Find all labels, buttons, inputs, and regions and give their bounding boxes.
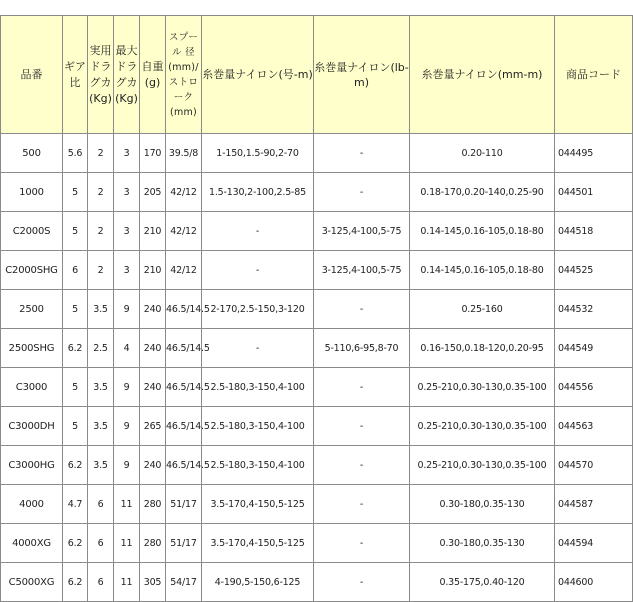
- cell-spool: 46.5/14.5: [166, 407, 202, 446]
- cell-nylon-lb: -: [314, 563, 410, 602]
- cell-code: 044594: [555, 524, 633, 563]
- cell-weight: 280: [140, 524, 166, 563]
- cell-max-drag: 3: [114, 251, 140, 290]
- table-row: [1, 368, 633, 407]
- cell-weight: 240: [140, 290, 166, 329]
- cell-gear-ratio: 5: [63, 212, 88, 251]
- cell-weight: 210: [140, 212, 166, 251]
- cell-spool: 46.5/14.5: [166, 368, 202, 407]
- header-gear-ratio: ギア比: [63, 16, 88, 134]
- cell-max-drag: 3: [114, 212, 140, 251]
- cell-practical-drag: 2: [88, 251, 114, 290]
- table-row: [1, 290, 633, 329]
- cell-nylon-lb: -: [314, 446, 410, 485]
- cell-nylon-go: 2.5-180,3-150,4-100: [202, 368, 314, 407]
- header-nylon-lb: 糸巻量ナイロン(lb-m): [314, 16, 410, 134]
- cell-practical-drag: 2: [88, 173, 114, 212]
- cell-nylon-go: 4-190,5-150,6-125: [202, 563, 314, 602]
- cell-nylon-go: 3.5-170,4-150,5-125: [202, 524, 314, 563]
- cell-nylon-go: 1-150,1.5-90,2-70: [202, 134, 314, 173]
- cell-practical-drag: 6: [88, 485, 114, 524]
- cell-spool: 42/12: [166, 212, 202, 251]
- reel-spec-table: [0, 15, 633, 602]
- header-row: [1, 16, 633, 134]
- cell-practical-drag: 6: [88, 524, 114, 563]
- cell-weight: 280: [140, 485, 166, 524]
- cell-gear-ratio: 5: [63, 290, 88, 329]
- cell-nylon-mm: 0.14-145,0.16-105,0.18-80: [410, 251, 555, 290]
- cell-code: 044600: [555, 563, 633, 602]
- cell-nylon-mm: 0.35-175,0.40-120: [410, 563, 555, 602]
- header-weight: 自重(g): [140, 16, 166, 134]
- cell-nylon-mm: 0.18-170,0.20-140,0.25-90: [410, 173, 555, 212]
- cell-max-drag: 3: [114, 173, 140, 212]
- cell-nylon-lb: 5-110,6-95,8-70: [314, 329, 410, 368]
- cell-code: 044549: [555, 329, 633, 368]
- cell-spool: 39.5/8: [166, 134, 202, 173]
- cell-max-drag: 9: [114, 290, 140, 329]
- cell-model: C5000XG: [1, 563, 63, 602]
- cell-gear-ratio: 5: [63, 173, 88, 212]
- cell-nylon-mm: 0.14-145,0.16-105,0.18-80: [410, 212, 555, 251]
- cell-code: 044518: [555, 212, 633, 251]
- cell-weight: 240: [140, 368, 166, 407]
- cell-practical-drag: 6: [88, 563, 114, 602]
- cell-nylon-mm: 0.25-210,0.30-130,0.35-100: [410, 368, 555, 407]
- table-body: [1, 134, 633, 602]
- cell-model: C2000SHG: [1, 251, 63, 290]
- cell-weight: 205: [140, 173, 166, 212]
- cell-code: 044563: [555, 407, 633, 446]
- cell-nylon-go: 2-170,2.5-150,3-120: [202, 290, 314, 329]
- cell-code: 044570: [555, 446, 633, 485]
- cell-model: C3000DH: [1, 407, 63, 446]
- table-row: [1, 173, 633, 212]
- table-row: [1, 524, 633, 563]
- cell-nylon-lb: -: [314, 173, 410, 212]
- cell-gear-ratio: 5.6: [63, 134, 88, 173]
- cell-weight: 210: [140, 251, 166, 290]
- cell-nylon-go: -: [202, 212, 314, 251]
- cell-nylon-go: -: [202, 329, 314, 368]
- cell-code: 044556: [555, 368, 633, 407]
- cell-model: 500: [1, 134, 63, 173]
- cell-spool: 42/12: [166, 251, 202, 290]
- cell-practical-drag: 3.5: [88, 290, 114, 329]
- cell-spool: 46.5/14.5: [166, 446, 202, 485]
- header-model: 品番: [1, 16, 63, 134]
- cell-code: 044495: [555, 134, 633, 173]
- header-spool: スプール 径(mm)/ストローク(mm): [166, 16, 202, 134]
- cell-model: C2000S: [1, 212, 63, 251]
- cell-weight: 170: [140, 134, 166, 173]
- cell-nylon-mm: 0.30-180,0.35-130: [410, 524, 555, 563]
- cell-max-drag: 9: [114, 446, 140, 485]
- cell-weight: 240: [140, 446, 166, 485]
- table-row: [1, 446, 633, 485]
- cell-nylon-go: 1.5-130,2-100,2.5-85: [202, 173, 314, 212]
- cell-nylon-go: -: [202, 251, 314, 290]
- cell-code: 044501: [555, 173, 633, 212]
- cell-max-drag: 11: [114, 524, 140, 563]
- cell-spool: 46.5/14.5: [166, 329, 202, 368]
- cell-nylon-mm: 0.25-210,0.30-130,0.35-100: [410, 407, 555, 446]
- cell-weight: 265: [140, 407, 166, 446]
- cell-gear-ratio: 5: [63, 407, 88, 446]
- cell-nylon-lb: 3-125,4-100,5-75: [314, 251, 410, 290]
- cell-model: C3000: [1, 368, 63, 407]
- cell-max-drag: 11: [114, 485, 140, 524]
- cell-model: 2500: [1, 290, 63, 329]
- cell-max-drag: 11: [114, 563, 140, 602]
- table-row: [1, 251, 633, 290]
- cell-model: 2500SHG: [1, 329, 63, 368]
- cell-nylon-lb: -: [314, 485, 410, 524]
- cell-weight: 305: [140, 563, 166, 602]
- header-nylon-mm: 糸巻量ナイロン(mm-m): [410, 16, 555, 134]
- cell-spool: 42/12: [166, 173, 202, 212]
- cell-model: C3000HG: [1, 446, 63, 485]
- cell-practical-drag: 3.5: [88, 407, 114, 446]
- cell-practical-drag: 3.5: [88, 368, 114, 407]
- cell-spool: 51/17: [166, 524, 202, 563]
- cell-nylon-go: 2.5-180,3-150,4-100: [202, 407, 314, 446]
- cell-max-drag: 9: [114, 407, 140, 446]
- cell-nylon-mm: 0.25-210,0.30-130,0.35-100: [410, 446, 555, 485]
- cell-code: 044587: [555, 485, 633, 524]
- cell-spool: 51/17: [166, 485, 202, 524]
- cell-nylon-mm: 0.30-180,0.35-130: [410, 485, 555, 524]
- cell-nylon-mm: 0.20-110: [410, 134, 555, 173]
- header-code: 商品コード: [555, 16, 633, 134]
- table-row: [1, 134, 633, 173]
- cell-model: 1000: [1, 173, 63, 212]
- cell-nylon-lb: 3-125,4-100,5-75: [314, 212, 410, 251]
- cell-model: 4000: [1, 485, 63, 524]
- header-practical-drag: 実用ドラグカ(Kg): [88, 16, 114, 134]
- cell-nylon-mm: 0.25-160: [410, 290, 555, 329]
- cell-nylon-lb: -: [314, 134, 410, 173]
- cell-max-drag: 3: [114, 134, 140, 173]
- cell-gear-ratio: 6.2: [63, 524, 88, 563]
- table-row: [1, 407, 633, 446]
- cell-weight: 240: [140, 329, 166, 368]
- cell-gear-ratio: 6.2: [63, 563, 88, 602]
- cell-model: 4000XG: [1, 524, 63, 563]
- cell-max-drag: 4: [114, 329, 140, 368]
- cell-spool: 46.5/14.5: [166, 290, 202, 329]
- cell-spool: 54/17: [166, 563, 202, 602]
- cell-gear-ratio: 5: [63, 368, 88, 407]
- cell-nylon-mm: 0.16-150,0.18-120,0.20-95: [410, 329, 555, 368]
- cell-code: 044525: [555, 251, 633, 290]
- cell-practical-drag: 2.5: [88, 329, 114, 368]
- header-nylon-go: 糸巻量ナイロン(号-m): [202, 16, 314, 134]
- cell-nylon-lb: -: [314, 407, 410, 446]
- table-row: [1, 485, 633, 524]
- cell-nylon-go: 3.5-170,4-150,5-125: [202, 485, 314, 524]
- cell-max-drag: 9: [114, 368, 140, 407]
- table-row: [1, 212, 633, 251]
- cell-practical-drag: 2: [88, 134, 114, 173]
- cell-gear-ratio: 4.7: [63, 485, 88, 524]
- cell-gear-ratio: 6: [63, 251, 88, 290]
- table-row: [1, 329, 633, 368]
- cell-nylon-lb: -: [314, 524, 410, 563]
- cell-code: 044532: [555, 290, 633, 329]
- table-row: [1, 563, 633, 602]
- cell-nylon-go: 2.5-180,3-150,4-100: [202, 446, 314, 485]
- cell-nylon-lb: -: [314, 290, 410, 329]
- cell-practical-drag: 3.5: [88, 446, 114, 485]
- header-max-drag: 最大ドラグカ(Kg): [114, 16, 140, 134]
- cell-gear-ratio: 6.2: [63, 446, 88, 485]
- cell-practical-drag: 2: [88, 212, 114, 251]
- cell-nylon-lb: -: [314, 368, 410, 407]
- cell-gear-ratio: 6.2: [63, 329, 88, 368]
- table-header: [1, 16, 633, 134]
